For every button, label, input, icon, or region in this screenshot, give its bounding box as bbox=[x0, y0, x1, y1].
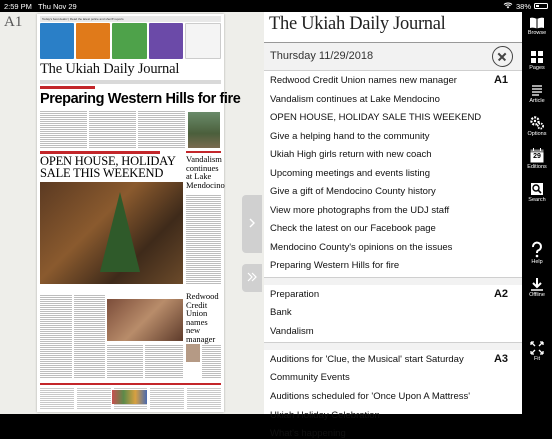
right-toolbar bbox=[522, 12, 552, 414]
article-link[interactable]: Vandalism continues at Lake Mendocino bbox=[270, 94, 440, 105]
fit-arrows-icon bbox=[530, 341, 544, 355]
newspaper-page[interactable] bbox=[37, 14, 241, 412]
article-icon bbox=[530, 83, 544, 97]
paper-side-headline[interactable]: Vandalism continues at Lake Mendocino bbox=[186, 154, 225, 190]
article-link[interactable]: OPEN HOUSE, HOLIDAY SALE THIS WEEKEND bbox=[270, 112, 482, 123]
article-link[interactable]: View more photographs from the UDJ staff bbox=[270, 205, 450, 216]
paper-top-line: Today's best deals! | Read the latest police and sheriff reports bbox=[40, 16, 221, 22]
browse-button[interactable] bbox=[522, 16, 552, 36]
article-link[interactable]: Check the latest on our Facebook page bbox=[270, 223, 436, 234]
article-link[interactable]: Mendocino County's opinions on the issues bbox=[270, 242, 453, 253]
article-link[interactable]: Upcoming meetings and events listing bbox=[270, 168, 431, 179]
paper-text-column bbox=[107, 344, 143, 379]
article-link[interactable]: Give a helping hand to the community bbox=[270, 131, 430, 142]
editions-label: Editions bbox=[527, 164, 547, 170]
paper-text-column bbox=[89, 110, 136, 148]
article-link[interactable]: Community Events bbox=[270, 372, 350, 383]
article-button[interactable] bbox=[522, 82, 552, 104]
collapse-panel-tab[interactable] bbox=[242, 195, 262, 253]
date-header bbox=[264, 43, 522, 71]
article-label: Article bbox=[529, 98, 545, 104]
article-link[interactable]: Redwood Credit Union names new manager bbox=[270, 75, 457, 86]
panel-title: The Ukiah Daily Journal bbox=[269, 14, 446, 34]
section-gap bbox=[264, 278, 522, 285]
expand-panel-tab[interactable] bbox=[242, 264, 262, 292]
status-date: Thu Nov 29 bbox=[37, 1, 77, 11]
section-gap bbox=[264, 343, 522, 350]
section-label-a3: A3 bbox=[493, 353, 508, 365]
paper-masthead-bar bbox=[40, 80, 221, 84]
pages-grid-icon bbox=[530, 50, 544, 64]
options-button[interactable] bbox=[522, 114, 552, 137]
paper-photo-room bbox=[40, 182, 183, 284]
options-label: Options bbox=[527, 131, 547, 137]
double-chevron-right-icon bbox=[247, 272, 257, 285]
paper-footer-photo bbox=[112, 390, 147, 404]
search-icon bbox=[530, 182, 544, 196]
page-preview-area[interactable] bbox=[0, 12, 264, 414]
paper-second-headline[interactable]: OPEN HOUSE, HOLIDAY SALE THIS WEEKEND bbox=[40, 154, 176, 180]
paper-text-column bbox=[74, 294, 105, 379]
article-link[interactable]: What's happening bbox=[270, 428, 346, 439]
paper-text-column bbox=[186, 194, 221, 284]
calendar-icon bbox=[530, 148, 544, 163]
browse-label: Browse bbox=[527, 30, 547, 36]
paper-lead-headline[interactable]: Preparing Western Hills for fire bbox=[40, 91, 241, 107]
fit-button[interactable] bbox=[522, 340, 552, 362]
paper-text-column bbox=[138, 110, 185, 148]
article-link[interactable]: Bank bbox=[270, 307, 292, 318]
help-label: Help bbox=[531, 259, 543, 265]
paper-photo-portrait bbox=[186, 344, 200, 362]
search-button[interactable] bbox=[522, 181, 552, 203]
paper-side-rule bbox=[186, 151, 221, 153]
search-label: Search bbox=[528, 197, 546, 203]
edition-date: Thursday 11/29/2018 bbox=[270, 50, 374, 62]
paper-footer-rule bbox=[40, 383, 221, 385]
pages-label: Pages bbox=[529, 65, 545, 71]
article-link[interactable]: Vandalism bbox=[270, 326, 314, 337]
section-label-a1: A1 bbox=[493, 74, 508, 86]
paper-text-column bbox=[40, 294, 72, 379]
pages-button[interactable] bbox=[522, 49, 552, 71]
close-panel-button[interactable] bbox=[492, 46, 513, 67]
article-link[interactable]: Preparation bbox=[270, 289, 320, 300]
paper-side-headline-2[interactable]: Redwood Credit Union names new manager bbox=[186, 291, 219, 344]
article-link[interactable]: Give a gift of Mendocino County history bbox=[270, 186, 436, 197]
fit-label: Fit bbox=[533, 356, 541, 362]
paper-red-rule bbox=[40, 86, 95, 89]
battery-icon bbox=[534, 3, 548, 9]
article-link[interactable]: Preparing Western Hills for fire bbox=[270, 260, 400, 271]
paper-photo-hills bbox=[188, 112, 220, 148]
paper-text-column bbox=[145, 344, 183, 379]
book-icon bbox=[529, 17, 545, 29]
paper-text-column bbox=[40, 110, 87, 148]
article-link[interactable]: Ukiah High girls return with new coach bbox=[270, 149, 432, 160]
status-time: 2:59 PM bbox=[4, 1, 32, 11]
section-label-a2: A2 bbox=[493, 288, 508, 300]
paper-photo-holiday bbox=[107, 299, 183, 341]
offline-button[interactable] bbox=[522, 276, 552, 298]
status-bar bbox=[0, 0, 552, 12]
paper-masthead: The Ukiah Daily Journal bbox=[40, 61, 180, 77]
paper-text-column bbox=[202, 344, 221, 379]
editions-button[interactable] bbox=[522, 147, 552, 170]
article-link[interactable]: Auditions scheduled for 'Once Upon A Mattress' bbox=[270, 391, 471, 402]
battery-percent: 38% bbox=[515, 1, 531, 11]
page-label: A1 bbox=[4, 14, 23, 30]
article-link[interactable]: Ukiah Holiday Celebration bbox=[270, 410, 380, 421]
chevron-right-icon bbox=[249, 218, 255, 231]
article-list-panel bbox=[264, 12, 522, 439]
download-icon bbox=[530, 277, 544, 291]
wifi-icon bbox=[503, 2, 513, 11]
offline-label: Offline bbox=[529, 292, 545, 298]
gears-icon bbox=[529, 115, 545, 130]
help-icon bbox=[531, 243, 543, 258]
article-link[interactable]: Auditions for 'Clue, the Musical' start Saturday bbox=[270, 354, 464, 365]
calendar-day-badge: 29 bbox=[533, 153, 541, 160]
paper-ad-strip bbox=[40, 23, 221, 59]
help-button[interactable] bbox=[522, 242, 552, 265]
